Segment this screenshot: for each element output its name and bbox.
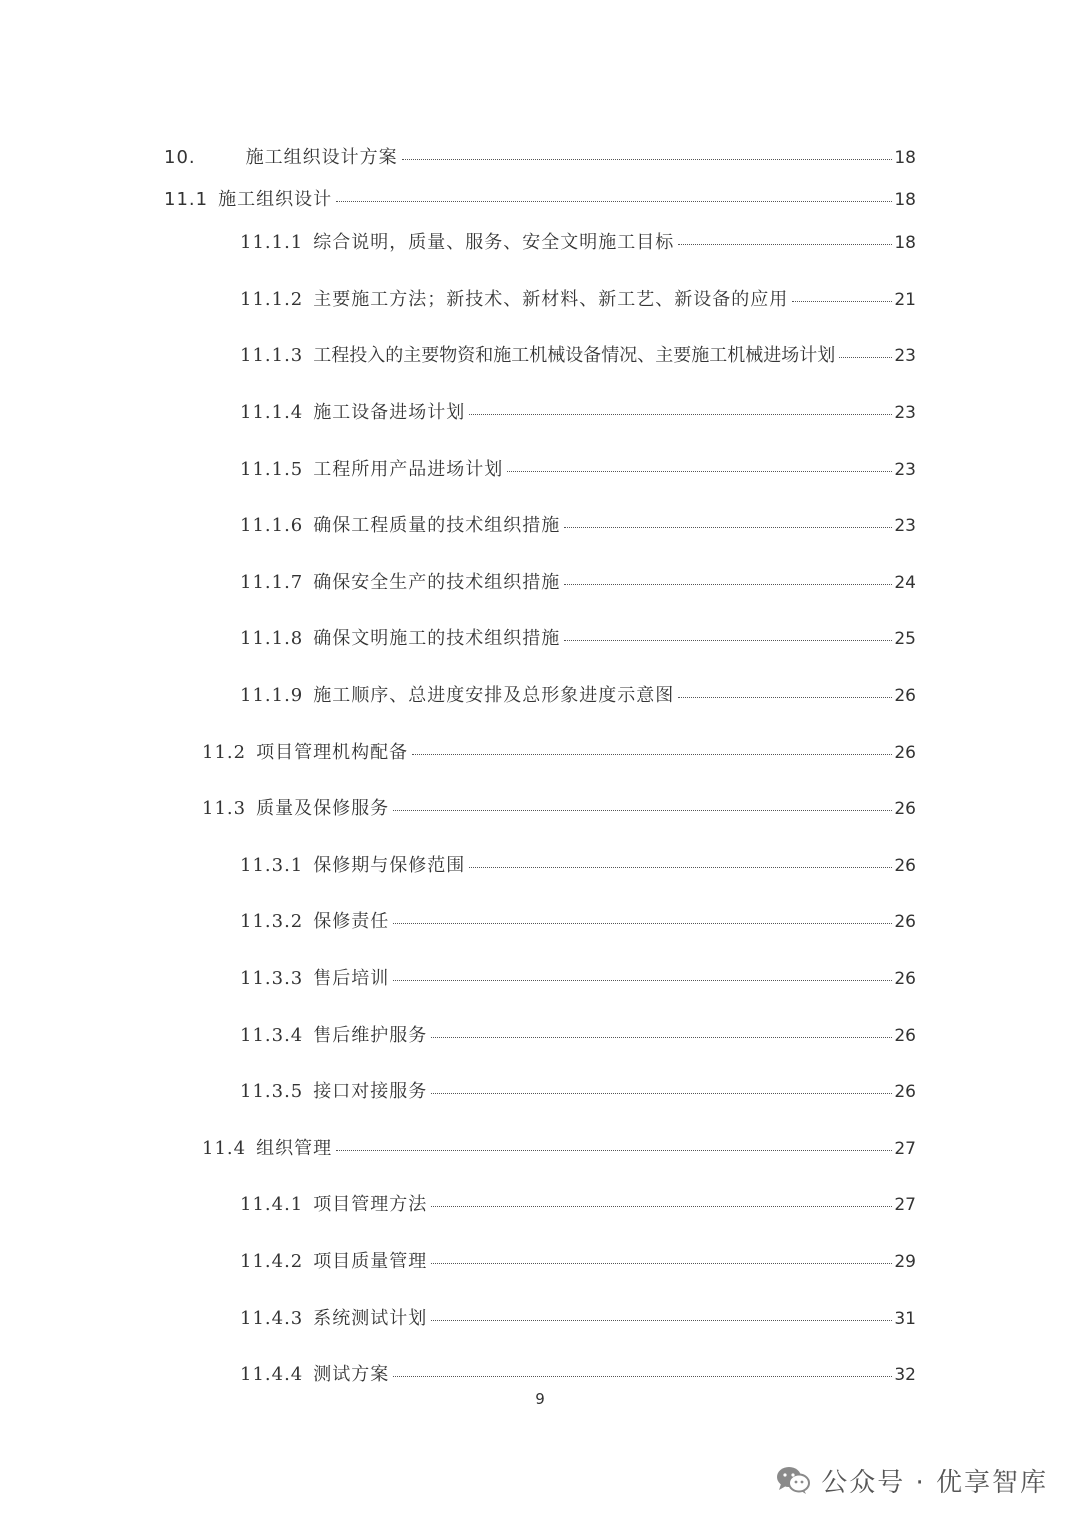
toc-entry[interactable] bbox=[240, 964, 916, 994]
toc-entry-title: 确保文明施工的技术组织措施 bbox=[313, 628, 561, 649]
toc-dot-leader bbox=[792, 301, 892, 302]
toc-entry-page: 23 bbox=[894, 516, 916, 536]
toc-entry[interactable] bbox=[240, 568, 916, 598]
toc-entry[interactable] bbox=[240, 285, 916, 315]
toc-dot-leader bbox=[678, 244, 892, 245]
toc-dot-leader bbox=[412, 754, 892, 755]
toc-entry-page: 26 bbox=[894, 799, 916, 819]
toc-entry-number: 11.1.5 bbox=[240, 459, 304, 480]
toc-entry-page: 18 bbox=[894, 233, 916, 253]
toc-entry[interactable] bbox=[164, 143, 916, 173]
toc-dot-leader bbox=[507, 471, 892, 472]
toc-entry-title: 售后培训 bbox=[313, 968, 390, 989]
toc-entry-page: 23 bbox=[894, 460, 916, 480]
toc-entry-number: 11.1.6 bbox=[240, 515, 304, 536]
toc-entry-number: 11.3.2 bbox=[240, 911, 304, 932]
toc-entry[interactable] bbox=[240, 455, 916, 485]
toc-entry[interactable] bbox=[240, 681, 916, 711]
toc-entry-title: 组织管理 bbox=[256, 1138, 333, 1159]
toc-entry-number: 11.1.2 bbox=[240, 289, 304, 310]
toc-entry-page: 27 bbox=[894, 1195, 916, 1215]
toc-entry[interactable] bbox=[240, 1304, 916, 1334]
toc-entry[interactable] bbox=[240, 228, 916, 258]
toc-entry[interactable] bbox=[240, 907, 916, 937]
toc-entry-title: 项目管理方法 bbox=[313, 1194, 428, 1215]
toc-entry-number: 11.1.7 bbox=[240, 572, 304, 593]
toc-entry[interactable] bbox=[240, 1247, 916, 1277]
toc-entry-title: 施工顺序、总进度安排及总形象进度示意图 bbox=[313, 685, 675, 706]
toc-entry-number: 11.1.1 bbox=[240, 232, 304, 253]
toc-entry-page: 32 bbox=[894, 1365, 916, 1385]
toc-entry-title: 系统测试计划 bbox=[313, 1308, 428, 1329]
toc-entry-number: 11.4 bbox=[202, 1138, 247, 1159]
toc-entry-number: 11.3 bbox=[202, 798, 247, 819]
toc-entry-number: 11.4.3 bbox=[240, 1308, 304, 1329]
toc-entry-title: 测试方案 bbox=[313, 1364, 390, 1385]
toc-entry-page: 29 bbox=[894, 1252, 916, 1272]
toc-entry-page: 21 bbox=[894, 290, 916, 310]
toc-entry-page: 23 bbox=[894, 403, 916, 423]
toc-entry-number: 11.4.1 bbox=[240, 1194, 304, 1215]
toc-entry-title: 质量及保修服务 bbox=[256, 798, 390, 819]
toc-dot-leader bbox=[564, 584, 892, 585]
toc-entry-number: 11.1.9 bbox=[240, 685, 304, 706]
toc-entry-number: 11.4.2 bbox=[240, 1251, 304, 1272]
toc-dot-leader bbox=[431, 1263, 892, 1264]
toc-entry[interactable] bbox=[240, 851, 916, 881]
toc-entry-page: 18 bbox=[894, 148, 916, 168]
toc-entry-page: 27 bbox=[894, 1139, 916, 1159]
toc-entry-title: 售后维护服务 bbox=[313, 1025, 428, 1046]
toc-entry-title: 施工设备进场计划 bbox=[313, 402, 466, 423]
toc-entry-page: 26 bbox=[894, 743, 916, 763]
toc-entry[interactable] bbox=[202, 1134, 916, 1164]
toc-entry[interactable] bbox=[240, 1190, 916, 1220]
toc-entry-number: 11.3.3 bbox=[240, 968, 304, 989]
page-number: 9 bbox=[535, 1390, 545, 1408]
toc-entry-number: 11.1.4 bbox=[240, 402, 304, 423]
wechat-icon bbox=[775, 1464, 811, 1496]
toc-entry[interactable] bbox=[240, 1021, 916, 1051]
toc-entry-page: 26 bbox=[894, 969, 916, 989]
toc-entry-page: 18 bbox=[894, 190, 916, 210]
toc-entry-title: 确保安全生产的技术组织措施 bbox=[313, 572, 561, 593]
toc-dot-leader bbox=[469, 414, 892, 415]
toc-dot-leader bbox=[336, 201, 892, 202]
toc-entry-title: 主要施工方法；新技术、新材料、新工艺、新设备的应用 bbox=[313, 289, 789, 310]
toc-entry-page: 26 bbox=[894, 1082, 916, 1102]
toc-entry-number: 11.1 bbox=[164, 189, 209, 210]
toc-entry-title: 确保工程质量的技术组织措施 bbox=[313, 515, 561, 536]
toc-entry-page: 24 bbox=[894, 573, 916, 593]
toc-entry-title: 工程投入的主要物资和施工机械设备情况、主要施工机械进场计划 bbox=[313, 345, 836, 366]
toc-entry-page: 26 bbox=[894, 856, 916, 876]
toc-entry-page: 23 bbox=[894, 346, 916, 366]
toc-entry-title: 保修期与保修范围 bbox=[313, 855, 466, 876]
toc-entry-title: 项目质量管理 bbox=[313, 1251, 428, 1272]
toc-dot-leader bbox=[431, 1206, 892, 1207]
toc-entry-page: 26 bbox=[894, 912, 916, 932]
toc-dot-leader bbox=[564, 527, 892, 528]
watermark-text: 公众号 · 优享智库 bbox=[821, 1467, 1048, 1498]
toc-dot-leader bbox=[469, 867, 892, 868]
toc-entry-page: 26 bbox=[894, 686, 916, 706]
toc-entry[interactable] bbox=[202, 738, 916, 768]
toc-entry-number: 11.3.1 bbox=[240, 855, 304, 876]
toc-dot-leader bbox=[431, 1093, 892, 1094]
toc-entry-number: 11.1.8 bbox=[240, 628, 304, 649]
toc-entry[interactable] bbox=[240, 1360, 916, 1390]
toc-entry-title: 接口对接服务 bbox=[313, 1081, 428, 1102]
toc-entry[interactable] bbox=[240, 624, 916, 654]
toc-entry-title: 项目管理机构配备 bbox=[256, 742, 409, 763]
toc-dot-leader bbox=[431, 1037, 892, 1038]
toc-entry-title: 综合说明，质量、服务、安全文明施工目标 bbox=[313, 232, 675, 253]
toc-entry-page: 31 bbox=[894, 1309, 916, 1329]
toc-dot-leader bbox=[393, 980, 892, 981]
watermark bbox=[775, 1460, 1048, 1500]
toc-dot-leader bbox=[678, 697, 892, 698]
toc-dot-leader bbox=[393, 1376, 892, 1377]
toc-entry[interactable] bbox=[240, 1077, 916, 1107]
toc-dot-leader bbox=[336, 1150, 892, 1151]
toc-dot-leader bbox=[393, 810, 892, 811]
toc-entry[interactable] bbox=[240, 398, 916, 428]
toc-entry-title: 保修责任 bbox=[313, 911, 390, 932]
toc-entry-page: 25 bbox=[894, 629, 916, 649]
toc-entry-number: 11.3.4 bbox=[240, 1025, 304, 1046]
toc-entry[interactable] bbox=[202, 794, 916, 824]
toc-entry-title: 工程所用产品进场计划 bbox=[313, 459, 504, 480]
toc-dot-leader bbox=[564, 640, 892, 641]
toc-entry-number: 11.1.3 bbox=[240, 345, 304, 366]
toc-entry[interactable] bbox=[164, 185, 916, 215]
toc-entry-title: 施工组织设计 bbox=[218, 189, 333, 210]
toc-dot-leader bbox=[393, 923, 892, 924]
toc-entry[interactable] bbox=[240, 511, 916, 541]
toc-entry-number: 11.4.4 bbox=[240, 1364, 304, 1385]
toc-entry-number: 11.3.5 bbox=[240, 1081, 304, 1102]
toc-entry-number: 11.2 bbox=[202, 742, 247, 763]
toc-dot-leader bbox=[402, 159, 893, 160]
toc-entry-title: 施工组织设计方案 bbox=[245, 147, 398, 168]
toc-dot-leader bbox=[431, 1320, 892, 1321]
toc-entry-page: 26 bbox=[894, 1026, 916, 1046]
toc-entry-number: 10. bbox=[164, 147, 196, 168]
toc-dot-leader bbox=[839, 357, 892, 358]
toc-entry[interactable] bbox=[240, 341, 916, 371]
